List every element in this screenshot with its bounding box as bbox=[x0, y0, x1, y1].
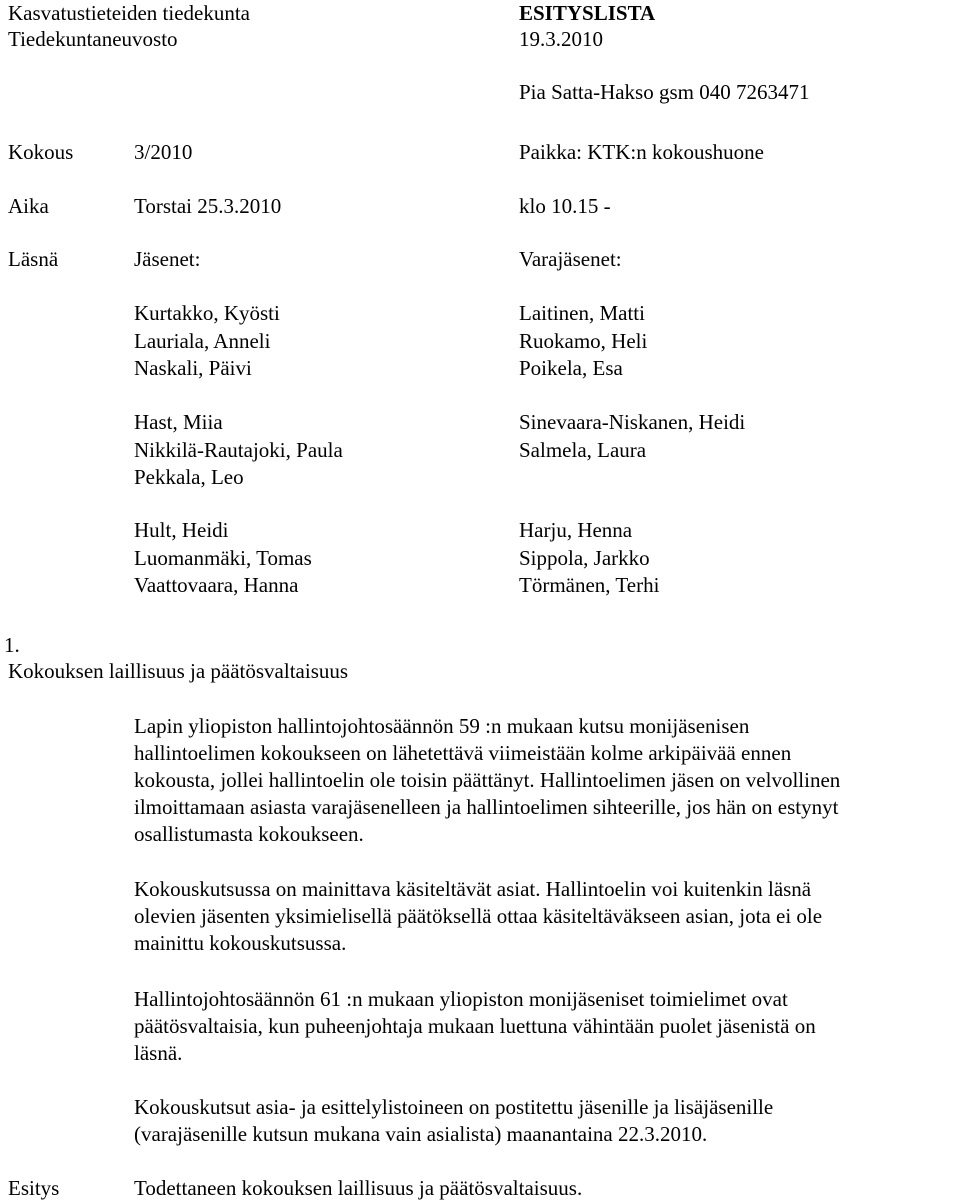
deputy-name: Sinevaara-Niskanen, Heidi bbox=[519, 410, 746, 434]
paragraph-1 bbox=[134, 713, 944, 848]
proposal-label: Esitys bbox=[8, 1176, 60, 1200]
member-name: Kurtakko, Kyösti bbox=[134, 301, 280, 325]
meeting-time: klo 10.15 - bbox=[519, 194, 611, 218]
member-name: Luomanmäki, Tomas bbox=[134, 545, 312, 570]
member-name: Naskali, Päivi bbox=[134, 356, 252, 380]
member-name: Pekkala, Leo bbox=[134, 465, 244, 489]
council-name: Tiedekuntaneuvosto bbox=[8, 27, 178, 51]
member-name: Hast, Miia bbox=[134, 410, 223, 434]
item-number: 1. bbox=[4, 633, 20, 657]
paragraph-line: olevien jäsenten yksimielisellä päätöksellä ottaa käsiteltäväkseen asian, jota ei ole bbox=[134, 904, 823, 928]
paragraph-line: kokousta, jollei hallintoelin ole toisin päättänyt. Hallintoelimen jäsen on velvollinen bbox=[134, 768, 841, 792]
item-title: Kokouksen laillisuus ja päätösvaltaisuus bbox=[8, 659, 349, 683]
members-group-1 bbox=[134, 300, 280, 383]
member-name: Nikkilä-Rautajoki, Paula bbox=[134, 437, 343, 462]
member-name: Lauriala, Anneli bbox=[134, 328, 271, 353]
member-name: Hult, Heidi bbox=[134, 518, 229, 542]
faculty-name: Kasvatustieteiden tiedekunta bbox=[8, 1, 251, 25]
deputies-group-3 bbox=[519, 517, 659, 600]
deputies-heading: Varajäsenet: bbox=[519, 247, 622, 271]
paragraph-4 bbox=[134, 1094, 944, 1148]
paragraph-line: Kokouskutsut asia- ja esittelylistoineen on postitettu jäsenille ja lisäjäsenille bbox=[134, 1095, 774, 1119]
deputies-group-2 bbox=[519, 409, 745, 464]
paragraph-line: Kokouskutsussa on mainittava käsiteltävät asiat. Hallintoelin voi kuitenkin läsnä bbox=[134, 877, 812, 901]
members-heading: Jäsenet: bbox=[134, 247, 201, 271]
contact-info: Pia Satta-Hakso gsm 040 7263471 bbox=[519, 80, 810, 104]
members-group-2 bbox=[134, 409, 343, 492]
paragraph-line: Hallintojohtosäännön 61 :n mukaan yliopiston monijäseniset toimielimet ovat bbox=[134, 987, 788, 1011]
deputy-name: Harju, Henna bbox=[519, 518, 633, 542]
aika-value: Torstai 25.3.2010 bbox=[134, 194, 282, 218]
kokous-value: 3/2010 bbox=[134, 140, 193, 164]
paragraph-line: läsnä. bbox=[134, 1041, 183, 1065]
deputy-name: Ruokamo, Heli bbox=[519, 328, 648, 353]
kokous-label: Kokous bbox=[8, 140, 74, 164]
members-group-3 bbox=[134, 517, 312, 600]
attendance-label: Läsnä bbox=[8, 247, 59, 271]
deputy-name: Törmänen, Terhi bbox=[519, 573, 660, 597]
aika-label: Aika bbox=[8, 194, 49, 218]
paragraph-2 bbox=[134, 876, 944, 957]
paragraph-line: osallistumasta kokoukseen. bbox=[134, 822, 364, 846]
member-name: Vaattovaara, Hanna bbox=[134, 573, 299, 597]
paragraph-line: mainittu kokouskutsussa. bbox=[134, 931, 347, 955]
paragraph-3 bbox=[134, 986, 944, 1067]
deputy-name: Poikela, Esa bbox=[519, 356, 623, 380]
deputies-group-1 bbox=[519, 300, 647, 383]
paragraph-line: (varajäsenille kutsun mukana vain asialista) maanantaina 22.3.2010. bbox=[134, 1122, 708, 1146]
deputy-name: Salmela, Laura bbox=[519, 437, 647, 462]
paragraph-line: ilmoittamaan asiasta varajäsenelleen ja hallintoelimen sihteerille, jos hän on estynyt bbox=[134, 795, 839, 819]
paragraph-line: hallintoelimen kokoukseen on lähetettävä viimeistään kolme arkipäivää ennen bbox=[134, 741, 792, 765]
paragraph-line: päätösvaltaisia, kun puheenjohtaja mukaan luettuna vähintään puolet jäsenistä on bbox=[134, 1014, 816, 1038]
deputy-name: Laitinen, Matti bbox=[519, 301, 645, 325]
proposal-text: Todettaneen kokouksen laillisuus ja päätösvaltaisuus. bbox=[134, 1176, 583, 1200]
document-date: 19.3.2010 bbox=[519, 27, 603, 51]
meeting-place: Paikka: KTK:n kokoushuone bbox=[519, 140, 764, 164]
paragraph-line: Lapin yliopiston hallintojohtosäännön 59 :n mukaan kutsu monijäsenisen bbox=[134, 714, 750, 738]
deputy-name: Sippola, Jarkko bbox=[519, 545, 650, 570]
document-type: ESITYSLISTA bbox=[519, 1, 656, 25]
